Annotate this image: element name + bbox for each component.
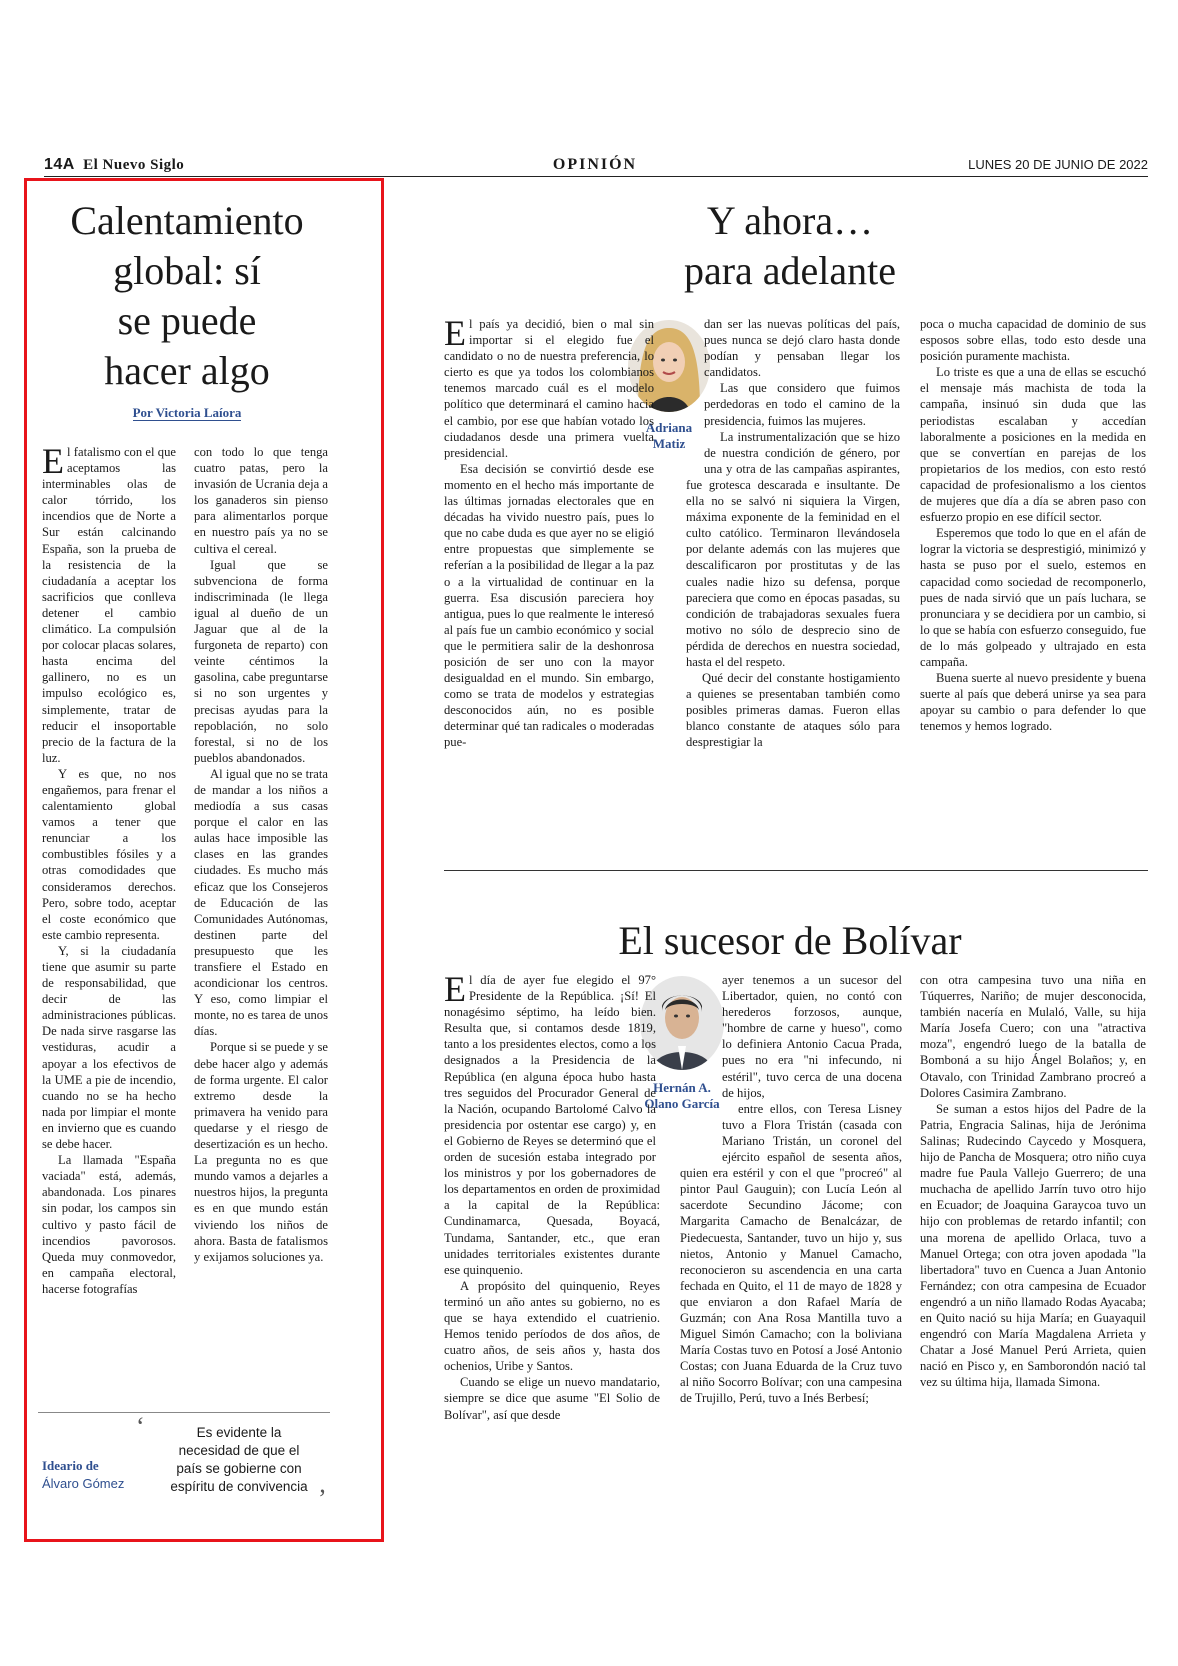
title-line: se puede bbox=[117, 298, 257, 343]
paragraph: Igual que se subvenciona de forma indiscriminada (le llega igual al dueño de un Jaguar que al de la furgoneta de reparto) con veinte céntimos la gasolina, cabe preguntarse si no son urgentes y precisas ayudas para la repoblación, no solo forestal, si no de los pueblos abandonados. bbox=[194, 557, 328, 765]
paragraph: entre ellos, con Teresa Lisney tuvo a Flora Tristán (casada con Mariano Tristán, un coronel del ejército español de sesenta años, quien era estéril y con el que "procreó" al pintor Paul Gauguin); con Lucía León al sacerdote Secundino Jácome; con Margarita Camacho de Benalcázar, de Piedecuesta, Santander, tuvo un hijo y, sus nietos, Antonio y Manuel Camacho, reconocieron su ascendencia en una carta fechada en Quito, el 11 de mayo de 1828 y que enviaron a don Rafael María de Guzmán; con Ana Rosa Mantilla tuvo a Miguel Simón Camacho; con la boliviana María Costas tuvo en Potosí a José Antonio Costas; con Juana Eduarda de la Cruz tuvo al niño Socorro Bolívar; con una campesina de Trujillo, Perú, tuvo a Inés Berbesí; bbox=[680, 1101, 902, 1406]
title-line: Y ahora… bbox=[706, 198, 874, 243]
paragraph: dan ser las nuevas políticas del país, pues nunca se dejó claro hasta donde podían y pensaban llegar los candidatos. bbox=[704, 317, 900, 380]
paragraph: poca o mucha capacidad de dominio de sus esposos sobre ellas, todo esto desde una posición puramente machista. bbox=[920, 317, 1146, 364]
paragraph: Lo triste es que a una de ellas se escuchó el mensaje más machista de toda la campaña, insinuó sin duda que las periodistas escalaban y accedían laboralmente a posiciones en la medida en que se convertían en parejas de los propietarios de los medios, con esto restó capacidad de profesionalismo a los cientos de mujeres que día a día se abren paso con esfuerzo propio en ese difícil sector. bbox=[920, 365, 1146, 525]
paragraph: El fatalismo con el que aceptamos las interminables olas de calor tórrido, los incendios que de Norte a Sur están calcinando España, son la prueba de la resistencia de la ciudadanía a aceptar los sacrificios que conlleva detener el cambio climático. La compulsión por colocar placas solares, hasta encima del gallinero, no es un impulso ecológico es, simplemente, tratar de reducir el insoportable precio de la factura de la luz. bbox=[42, 441, 176, 765]
paragraph: Y, si la ciudadanía tiene que asumir su parte de responsabilidad, que decir de las administraciones públicas. De nada sirve rasgarse las vestiduras, acudir a apoyar a los efectivos de la UME a pie de incendio, cuando no se ha hecho nada por limpiar el monte en invierno que es cuando se debe hacer. bbox=[42, 943, 176, 1152]
dropcap: E bbox=[444, 969, 466, 1009]
article-divider bbox=[444, 870, 1148, 871]
article2-title bbox=[580, 196, 1000, 296]
paragraph: con otra campesina tuvo una niña en Túquerres, Nariño; de mujer desconocida, también nacería en Mulaló, Valle, su hija María Josefa Cuero; con una "atractiva moza", engendró luego de la batalla de Bomboná a su hijo Ángel Bolaños; y, en Otavalo, con Trinidad Zambrano procreó a Dolores Casimira Zambrano. bbox=[920, 973, 1146, 1100]
paragraph: El día de ayer fue elegido el 97° Presidente de la República. ¡Sí! El nonagésimo séptimo, ha leído bien. Resulta que, si contamos desde 1819, tanto a los presidentes electos, como a los designados a la Presidencia de la República (en alguna época hubo hasta tres seguidos del Procurador General de la Nación, ocupando Bartolomé Calvo la presidencia por ostentar ese cargo) y, en el Gobierno de Reyes se determinó que el orden de sucesión estaba integrado por los ministros y por los gobernadores de los departamentos en orden de proximidad a la capital de la República: Cundinamarca, Quesada, Boyacá, Tundama, Santander, etc., que eran unidades territoriales existentes durante ese quinquenio. bbox=[444, 969, 660, 1277]
header-divider bbox=[44, 176, 1148, 177]
quote-open-icon: ‘ bbox=[136, 1412, 145, 1441]
paragraph: El país ya decidió, bien o mal sin importar si el elegido fue el candidato o no de nuestra preferencia, lo cierto es que ya todos los colombianos tenemos marcado cuál es el modelo político que determinará el camino hacia el cambio, por ese que habían votado los ciudadanos desde una primera vuelta presidencial. bbox=[444, 313, 654, 460]
paragraph: Buena suerte al nuevo presidente y buena suerte al país que deberá unirse ya sea para apoyar su cambio o para defender lo que tenemos y hemos logrado. bbox=[920, 671, 1146, 734]
paragraph: Cuando se elige un nuevo mandatario, siempre se dice que asume "El Solio de Bolívar", así que desde bbox=[444, 1375, 660, 1422]
masthead bbox=[44, 156, 184, 174]
ideario-line1: Ideario de bbox=[42, 1458, 99, 1473]
quote-close-icon: ’ bbox=[318, 1484, 327, 1513]
article3-column-1 bbox=[444, 969, 660, 1423]
paragraph: A propósito del quinquenio, Reyes terminó un año antes su gobierno, no es que se haya extendido el cuatrienio. Hemos tenido períodos de dos años, de cuatro años, de seis años y, hasta dos ochenios, Uribe y Santos. bbox=[444, 1278, 660, 1374]
paragraph: Las que considero que fuimos perdedoras en todo el camino de la presidencia, fuimos las mujeres. bbox=[704, 381, 900, 428]
section-title: OPINIÓN bbox=[552, 156, 638, 173]
paragraph: La instrumentalización que se hizo de nuestra condición de género, por una y otra de las campañas aspirantes, fue grotesca descarada e insultante. De ella no se salvó ni siquiera la Virgen, máxima exponente de la feminidad en el culto católico. Terminaron llevándosela por delante además con las mujeres que descalificaron por prostitutas y de las cuales nadie hizo su defensa, porque pareciera que como en épocas pasadas, su condición de trabajadoras sexuales fuera motivo no sólo de desprecio sino de pérdida de derechos en nuestra sociedad, hasta el del respeto. bbox=[686, 429, 900, 669]
title-line: hacer algo bbox=[104, 348, 270, 393]
article3-title: El sucesor de Bolívar bbox=[618, 918, 962, 963]
article2-column-2 bbox=[686, 316, 900, 751]
quote-divider bbox=[38, 1412, 330, 1413]
article3-author: Hernán A. Olano García bbox=[644, 1080, 720, 1111]
article1-column-1 bbox=[42, 441, 176, 1297]
article3-column-3 bbox=[920, 972, 1146, 1390]
paragraph: Esperemos que todo lo que en el afán de lograr la victoria se desprestigió, minimizó y hasta se puso por el suelo, estemos en capacidad como sociedad de recomponerlo, pues de nada sirvió que un país luchara, se pronunciara y se decidiera por un cambio, si lo que se había con esfuerzo conseguido, fue de lo más golpeado y ultrajado en esta campaña. bbox=[920, 526, 1146, 669]
paragraph: La llamada "España vaciada" está, además, abandonada. Los pinares sin podar, los campos sin cultivo y pasto fácil de incendios pavorosos. Queda muy conmovedor, en campaña electoral, hacerse fotografías bbox=[42, 1153, 176, 1296]
paragraph: Esa decisión se convirtió desde ese momento en el hecho más importante de las últimas jornadas electorales que en décadas ha vivido nuestro país, pues lo que no cabe duda es que ayer no se eligió entre propuestas que simplemente se referían a la posibilidad de llegar a la paz o a la virtualidad de continuar en la guerra. Esa discusión pareciera hoy antigua, pues lo que realmente le interesó al país fue un cambio económico y social que le permitiera salir de la deshonrosa posición de ser uno con la mayor desigualdad en el mundo. Sin embargo, como se trata de modelos y estrategias desconocidos aún, no es posible determinar qué tan radicales o moderadas pue- bbox=[444, 461, 654, 750]
paragraph: con todo lo que tenga cuatro patas, pero la invasión de Ucrania deja a los ganaderos sin pienso para alimentarlos porque en nuestro país ya no se cultiva el cereal. bbox=[194, 445, 328, 556]
pull-quote: Es evidente la necesidad de que el país se gobierne con espíritu de convivencia bbox=[170, 1425, 308, 1494]
paragraph: Se suman a estos hijos del Padre de la Patria, Engracia Salinas, hija de Jerónima Salinas; Rudecindo Caycedo y Mosquera, hijo de Pancha de Mosquera; otro niño cuya madre fue Paula Vallejo Guerrero; de una muchacha de apellido Jarrín tuvo otro hijo en Ecuador; de Joaquina Garaycoa tuvo un hijo con problemas de retardo infantil; con una morena de apellido Orlaca, tuvo a Manuel Ortega; con otra joven apodada "la libertadora" tuvo en Cuenca a Juan Antonio Fernández; con otra campesina de Ecuador engendró a un niño llamado Rodas Ayacaba; en Quito nació su hija María; en Guayaquil engendró con María Magdalena Arrieta y Chatar a José Manuel Perú Arrieta, quien nació en Pisco y, en Samborondón nació tal vez su última hija, llamada Simona. bbox=[920, 1101, 1146, 1390]
title-line: global: sí bbox=[113, 248, 261, 293]
issue-date: LUNES 20 DE JUNIO DE 2022 bbox=[968, 157, 1148, 172]
article1-byline: Por Victoria Laíora bbox=[132, 405, 242, 420]
dropcap: E bbox=[42, 441, 64, 481]
page-number: 14A bbox=[44, 156, 75, 173]
title-line: Calentamiento bbox=[70, 198, 304, 243]
paragraph: Porque si se puede y se debe hacer algo y además de forma urgente. El calor extremo desde la primavera ha venido para quedarse y el riesgo de desertización es un hecho. La pregunta no es que mundo vamos a dejarles a nuestros hijos, la pregunta es en que mundo están viviendo los niños de ahora. Basta de fatalismos y exijamos soluciones ya. bbox=[194, 1040, 328, 1264]
article1-title bbox=[34, 196, 340, 396]
ideario-label bbox=[42, 1457, 124, 1493]
paragraph: Al igual que no se trata de mandar a los niños a mediodía a sus casas porque el calor en las aulas hace imposible las clases en las grandes ciudades. Es mucho más eficaz que los Consejeros de Educación de las Comunidades Autónomas, destinen parte del presupuesto que les transfiere el Estado en acondicionar los centros. Y eso, como limpiar el monte, no es tarea de unos días. bbox=[194, 766, 328, 1039]
ideario-line2: Álvaro Gómez bbox=[42, 1476, 125, 1491]
paragraph: ayer tenemos a un sucesor del Libertador, quien, no contó con herederos forzosos, aunque, "hombre de carne y hueso", como lo definiera Antonio Cacua Prada, pues no era "ni infecundo, ni estéril", tuvo cerca de una docena de hijos, bbox=[722, 973, 902, 1100]
paragraph: Qué decir del constante hostigamiento a quienes se presentaban también como posibles primeras damas. Fueron ellas blanco constante de ataques sólo para desprestigiar la bbox=[686, 671, 900, 750]
article1-column-2 bbox=[194, 444, 328, 1265]
paragraph: Y es que, no nos engañemos, para frenar el calentamiento global vamos a tener que renunciar a los combustibles fósiles y a otras comodidades que consideramos derechos. Pero, sobre todo, aceptar el coste económico que este cambio representa. bbox=[42, 766, 176, 942]
article2-author: Adriana Matiz bbox=[645, 420, 693, 451]
newspaper-name: El Nuevo Siglo bbox=[83, 157, 185, 173]
article2-column-3 bbox=[920, 316, 1146, 734]
dropcap: E bbox=[444, 313, 466, 353]
article2-column-1 bbox=[444, 313, 654, 751]
title-line: para adelante bbox=[683, 248, 897, 293]
article3-column-2 bbox=[680, 972, 902, 1407]
